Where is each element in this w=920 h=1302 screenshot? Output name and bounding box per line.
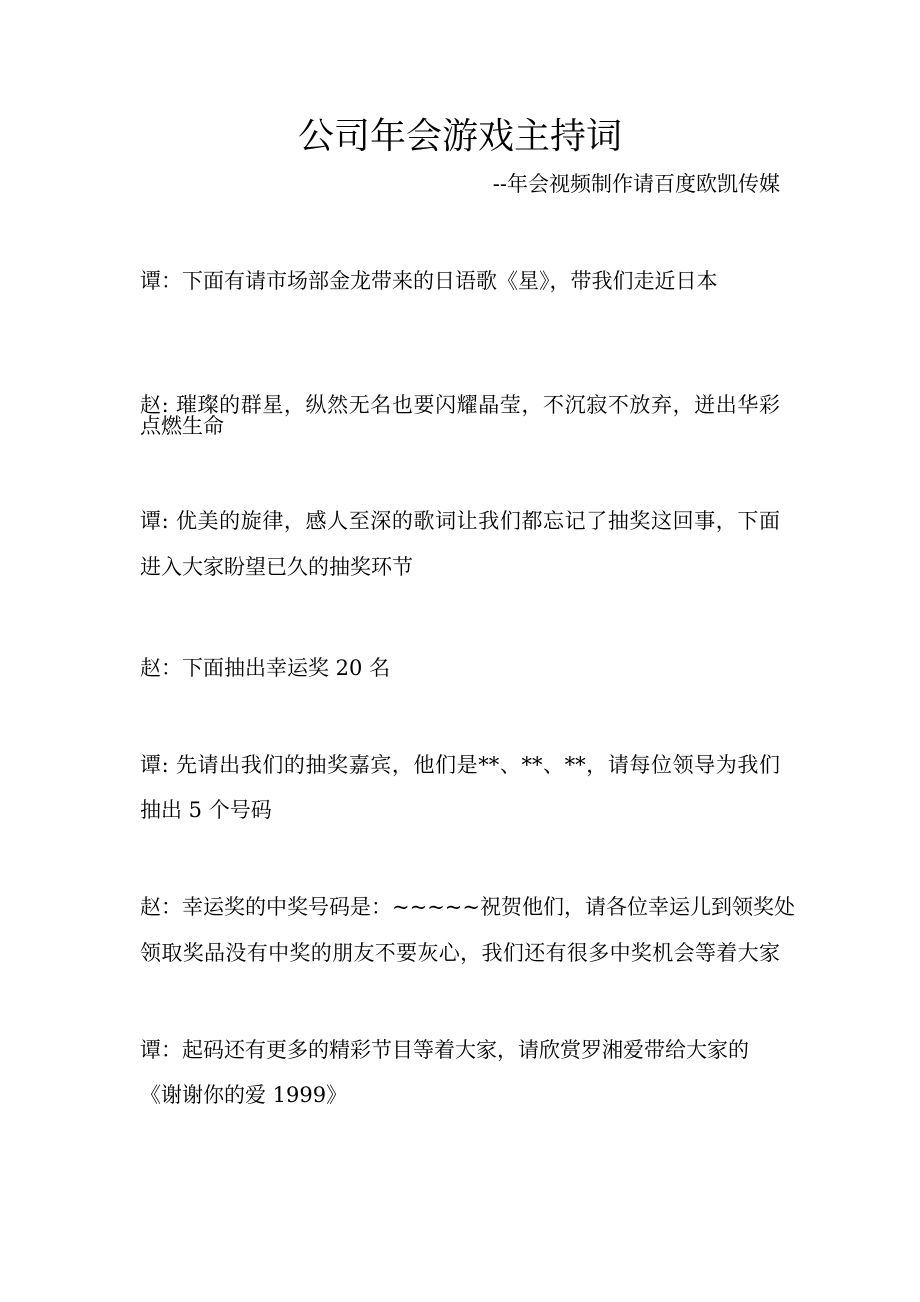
document-title: 公司年会游戏主持词 (297, 116, 622, 157)
document-subtitle: --年会视频制作请百度欧凯传媒 (492, 172, 780, 196)
paragraph-line: 赵：下面抽出幸运奖 20 名 (140, 656, 391, 680)
paragraph-line: 赵: 璀璨的群星，纵然无名也要闪耀晶莹，不沉寂不放弃，迸出华彩 (140, 393, 780, 417)
paragraph-line: 谭：起码还有更多的精彩节目等着大家，请欣赏罗湘爱带给大家的 (140, 1038, 749, 1062)
paragraph-line: 点燃生命 (140, 414, 224, 438)
paragraph-line: 抽出 5 个号码 (140, 798, 272, 822)
paragraph-line: 《谢谢你的爱 1999》 (140, 1083, 348, 1107)
paragraph-line: 谭: 优美的旋律，感人至深的歌词让我们都忘记了抽奖这回事，下面 (140, 509, 780, 533)
paragraph-line: 谭: 先请出我们的抽奖嘉宾，他们是**、**、**，请每位领导为我们 (140, 753, 780, 777)
paragraph-line: 谭：下面有请市场部金龙带来的日语歌《星》，带我们走近日本 (140, 269, 718, 293)
paragraph-line: 进入大家盼望已久的抽奖环节 (140, 555, 413, 579)
paragraph-line: 赵：幸运奖的中奖号码是：~~~~~祝贺他们，请各位幸运儿到领奖处 (140, 895, 795, 919)
paragraph-line: 领取奖品没有中奖的朋友不要灰心，我们还有很多中奖机会等着大家 (140, 941, 780, 965)
